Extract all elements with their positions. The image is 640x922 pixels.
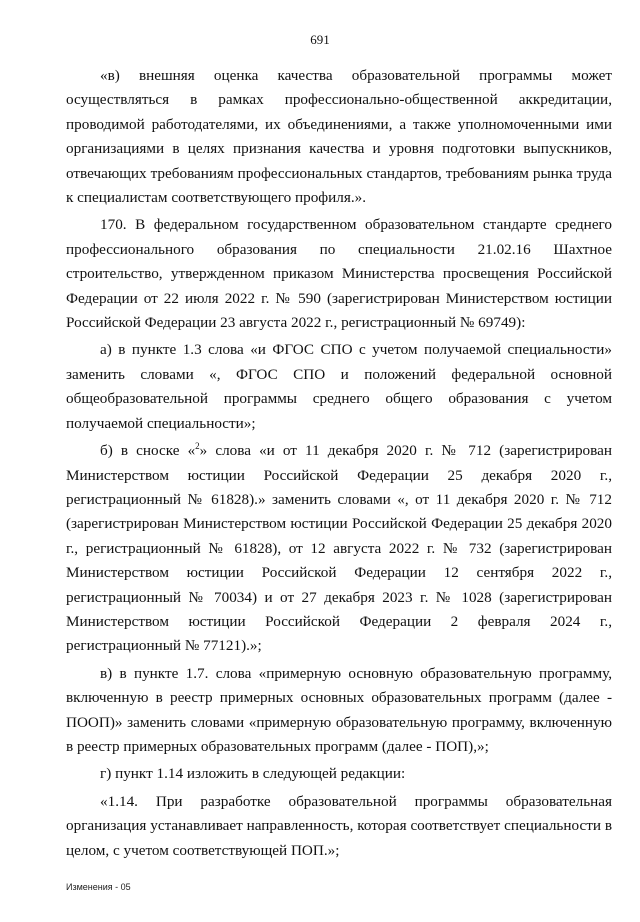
paragraph-subitem-b <box>66 439 612 659</box>
paragraph-subitem-g: г) пункт 1.14 изложить в следующей редакции: <box>100 765 406 783</box>
paragraph-item-1-14: «1.14. При разработке образовательной программы образовательная организация устанавливает направленность, которая соответствует специальности в целом, с учетом соответствующей ПОП.»; <box>66 792 612 859</box>
page-footer: Изменения - 05 <box>66 882 131 892</box>
subitem-b-text-rest: » слова «и от 11 декабря 2020 г. № 712 (зарегистрирован Министерством юстиции Российской Федерации 25 декабря 2020 г., регистрационный № 61828).» заменить словами «, от 11 декабря 2020 г. № 712 (зарегистрирован Министерством юстиции Российской Федерации 25 декабря 2020 г., регистрационный № 61828), от 12 августа 2022 г. № 732 (зарегистрирован Министерством юстиции Российской Федерации 12 сентября 2022 г., регистрационный № 70034) и от 27 декабря 2023 г. № 1028 (зарегистрирован Министерством юстиции Российской Федерации 2 февраля 2024 г., регистрационный № 77121).»; <box>66 442 612 655</box>
paragraph-subitem-v: в) в пункте 1.7. слова «примерную основную образовательную программу, включенную в реестр примерных основных образовательных программ (далее - ПООП)» заменить словами «примерную образовательную программу, включенную в реестр примерных образовательных программ (далее - ПОП),»; <box>66 664 612 755</box>
paragraph-item-170: 170. В федеральном государственном образовательном стандарте среднего профессионального образования по специальности 21.02.16 Шахтное строительство, утвержденном приказом Министерства просвещения Российской Федерации от 22 июля 2022 г. № 590 (зарегистрирован Министерством юстиции Российской Федерации 23 августа 2022 г., регистрационный № 69749): <box>66 216 612 332</box>
document-body <box>66 64 612 863</box>
paragraph-subitem-a: а) в пункте 1.3 слова «и ФГОС СПО с учетом получаемой специальности» заменить словами «, ФГОС СПО и положений федеральной основной общеобразовательной программы среднего общего образования с учетом получаемой специальности»; <box>66 341 612 432</box>
subitem-b-text-start: б) в сноске « <box>100 442 196 460</box>
footnote-reference: 2 <box>195 441 200 452</box>
page-number: 691 <box>310 32 330 47</box>
paragraph-external-assessment: «в) внешняя оценка качества образовательной программы может осуществляться в рамках профессионально-общественной аккредитации, проводимой работодателями, их объединениями, а также уполномоченными ими организациями в целях признания качества и уровня подготовки выпускников, отвечающих требованиям профессиональных стандартов, требованиям рынка труда к специалистам соответствующего профиля.». <box>66 67 612 207</box>
